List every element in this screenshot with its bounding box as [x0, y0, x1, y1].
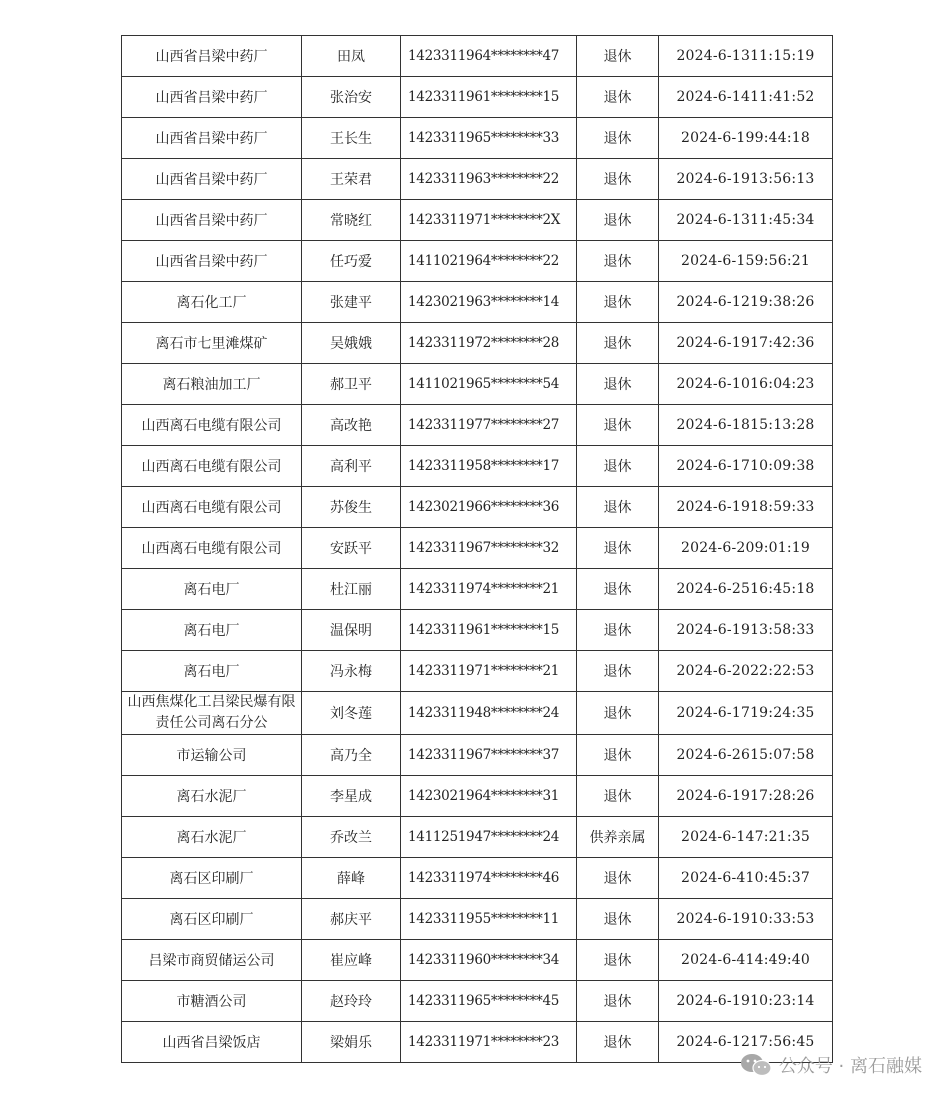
name-cell: 高改艳: [302, 405, 401, 446]
id-number-cell: 1411021965********54: [401, 364, 577, 405]
date-cell: 2024-6-1219:38:26: [659, 282, 833, 323]
unit-cell: 离石水泥厂: [122, 776, 302, 817]
name-cell: 赵玲玲: [302, 981, 401, 1022]
unit-cell: 离石电厂: [122, 569, 302, 610]
table-row: [122, 692, 833, 735]
unit-cell: 山西焦煤化工吕梁民爆有限责任公司离石分公: [122, 692, 302, 735]
unit-cell: 离石粮油加工厂: [122, 364, 302, 405]
status-cell: 退休: [577, 282, 659, 323]
name-cell: 崔应峰: [302, 940, 401, 981]
table-row: [122, 569, 833, 610]
unit-cell: 山西省吕梁中药厂: [122, 200, 302, 241]
date-cell: 2024-6-1217:56:45: [659, 1022, 833, 1063]
table-row: [122, 1022, 833, 1063]
status-cell: 退休: [577, 159, 659, 200]
name-cell: 吴娥娥: [302, 323, 401, 364]
name-cell: 田凤: [302, 36, 401, 77]
name-cell: 张建平: [302, 282, 401, 323]
id-number-cell: 1423311965********45: [401, 981, 577, 1022]
date-cell: 2024-6-1411:41:52: [659, 77, 833, 118]
name-cell: 王荣君: [302, 159, 401, 200]
date-cell: 2024-6-1710:09:38: [659, 446, 833, 487]
unit-cell: 离石区印刷厂: [122, 899, 302, 940]
unit-cell: 市糖酒公司: [122, 981, 302, 1022]
name-cell: 任巧爱: [302, 241, 401, 282]
unit-cell: 山西离石电缆有限公司: [122, 528, 302, 569]
table-row: [122, 817, 833, 858]
unit-cell: 山西离石电缆有限公司: [122, 487, 302, 528]
id-number-cell: 1423311958********17: [401, 446, 577, 487]
id-number-cell: 1423311974********21: [401, 569, 577, 610]
date-cell: 2024-6-147:21:35: [659, 817, 833, 858]
date-cell: 2024-6-1917:28:26: [659, 776, 833, 817]
name-cell: 郝庆平: [302, 899, 401, 940]
name-cell: 郝卫平: [302, 364, 401, 405]
table-row: [122, 36, 833, 77]
status-cell: 退休: [577, 118, 659, 159]
id-number-cell: 1423311971********23: [401, 1022, 577, 1063]
name-cell: 李星成: [302, 776, 401, 817]
name-cell: 薛峰: [302, 858, 401, 899]
name-cell: 乔改兰: [302, 817, 401, 858]
table-row: [122, 776, 833, 817]
unit-cell: 离石水泥厂: [122, 817, 302, 858]
unit-cell: 离石电厂: [122, 610, 302, 651]
unit-cell: 山西省吕梁中药厂: [122, 36, 302, 77]
status-cell: 退休: [577, 364, 659, 405]
date-cell: 2024-6-1311:45:34: [659, 200, 833, 241]
table-row: [122, 651, 833, 692]
table-row: [122, 487, 833, 528]
date-cell: 2024-6-2022:22:53: [659, 651, 833, 692]
id-number-cell: 1423021966********36: [401, 487, 577, 528]
table-row: [122, 241, 833, 282]
date-cell: 2024-6-209:01:19: [659, 528, 833, 569]
id-number-cell: 1423311971********21: [401, 651, 577, 692]
roster-table-body: [122, 36, 833, 1063]
table-row: [122, 858, 833, 899]
table-row: [122, 323, 833, 364]
id-number-cell: 1423311967********32: [401, 528, 577, 569]
unit-cell: 吕梁市商贸储运公司: [122, 940, 302, 981]
id-number-cell: 1423311971********2X: [401, 200, 577, 241]
date-cell: 2024-6-1918:59:33: [659, 487, 833, 528]
date-cell: 2024-6-1913:56:13: [659, 159, 833, 200]
status-cell: 退休: [577, 940, 659, 981]
watermark: [739, 1052, 922, 1078]
unit-cell: 山西省吕梁中药厂: [122, 77, 302, 118]
id-number-cell: 1423311961********15: [401, 610, 577, 651]
id-number-cell: 1423311960********34: [401, 940, 577, 981]
id-number-cell: 1423311955********11: [401, 899, 577, 940]
date-cell: 2024-6-159:56:21: [659, 241, 833, 282]
status-cell: 退休: [577, 36, 659, 77]
name-cell: 梁娟乐: [302, 1022, 401, 1063]
name-cell: 王长生: [302, 118, 401, 159]
date-cell: 2024-6-1719:24:35: [659, 692, 833, 735]
unit-cell: 山西省吕梁饭店: [122, 1022, 302, 1063]
wechat-logo-icon: [739, 1052, 773, 1078]
table-row: [122, 405, 833, 446]
id-number-cell: 1423021963********14: [401, 282, 577, 323]
date-cell: 2024-6-1311:15:19: [659, 36, 833, 77]
date-cell: 2024-6-410:45:37: [659, 858, 833, 899]
table-row: [122, 77, 833, 118]
unit-cell: 离石电厂: [122, 651, 302, 692]
name-cell: 常晓红: [302, 200, 401, 241]
status-cell: 退休: [577, 323, 659, 364]
status-cell: 退休: [577, 735, 659, 776]
id-number-cell: 1423311948********24: [401, 692, 577, 735]
table-row: [122, 528, 833, 569]
name-cell: 苏俊生: [302, 487, 401, 528]
status-cell: 退休: [577, 77, 659, 118]
status-cell: 退休: [577, 1022, 659, 1063]
unit-cell: 山西离石电缆有限公司: [122, 446, 302, 487]
table-row: [122, 899, 833, 940]
date-cell: 2024-6-199:44:18: [659, 118, 833, 159]
date-cell: 2024-6-1815:13:28: [659, 405, 833, 446]
status-cell: 退休: [577, 981, 659, 1022]
date-cell: 2024-6-1016:04:23: [659, 364, 833, 405]
status-cell: 退休: [577, 610, 659, 651]
unit-cell: 离石化工厂: [122, 282, 302, 323]
name-cell: 安跃平: [302, 528, 401, 569]
status-cell: 退休: [577, 899, 659, 940]
status-cell: 退休: [577, 405, 659, 446]
pension-roster-table: [121, 35, 833, 1063]
status-cell: 退休: [577, 446, 659, 487]
id-number-cell: 1423311977********27: [401, 405, 577, 446]
table-row: [122, 446, 833, 487]
table-row: [122, 940, 833, 981]
status-cell: 退休: [577, 651, 659, 692]
unit-cell: 山西省吕梁中药厂: [122, 241, 302, 282]
watermark-text: 公众号 · 离石融媒: [778, 1056, 922, 1077]
unit-cell: 山西省吕梁中药厂: [122, 118, 302, 159]
unit-cell: 离石区印刷厂: [122, 858, 302, 899]
table-row: [122, 610, 833, 651]
name-cell: 杜江丽: [302, 569, 401, 610]
id-number-cell: 1411021964********22: [401, 241, 577, 282]
id-number-cell: 1423311974********46: [401, 858, 577, 899]
date-cell: 2024-6-1910:23:14: [659, 981, 833, 1022]
table-row: [122, 118, 833, 159]
date-cell: 2024-6-2615:07:58: [659, 735, 833, 776]
status-cell: 退休: [577, 776, 659, 817]
name-cell: 张治安: [302, 77, 401, 118]
name-cell: 冯永梅: [302, 651, 401, 692]
date-cell: 2024-6-414:49:40: [659, 940, 833, 981]
table-row: [122, 981, 833, 1022]
date-cell: 2024-6-2516:45:18: [659, 569, 833, 610]
status-cell: 供养亲属: [577, 817, 659, 858]
name-cell: 高利平: [302, 446, 401, 487]
unit-cell: 山西离石电缆有限公司: [122, 405, 302, 446]
table-row: [122, 200, 833, 241]
table-row: [122, 735, 833, 776]
status-cell: 退休: [577, 200, 659, 241]
id-number-cell: 1423311963********22: [401, 159, 577, 200]
status-cell: 退休: [577, 692, 659, 735]
status-cell: 退休: [577, 241, 659, 282]
name-cell: 刘冬莲: [302, 692, 401, 735]
id-number-cell: 1423311967********37: [401, 735, 577, 776]
unit-cell: 市运输公司: [122, 735, 302, 776]
id-number-cell: 1423311964********47: [401, 36, 577, 77]
name-cell: 温保明: [302, 610, 401, 651]
id-number-cell: 1423311965********33: [401, 118, 577, 159]
date-cell: 2024-6-1917:42:36: [659, 323, 833, 364]
status-cell: 退休: [577, 858, 659, 899]
status-cell: 退休: [577, 569, 659, 610]
unit-cell: 离石市七里滩煤矿: [122, 323, 302, 364]
table-row: [122, 364, 833, 405]
id-number-cell: 1423311972********28: [401, 323, 577, 364]
id-number-cell: 1411251947********24: [401, 817, 577, 858]
name-cell: 高乃全: [302, 735, 401, 776]
date-cell: 2024-6-1910:33:53: [659, 899, 833, 940]
unit-cell: 山西省吕梁中药厂: [122, 159, 302, 200]
table-row: [122, 282, 833, 323]
date-cell: 2024-6-1913:58:33: [659, 610, 833, 651]
id-number-cell: 1423311961********15: [401, 77, 577, 118]
table-row: [122, 159, 833, 200]
id-number-cell: 1423021964********31: [401, 776, 577, 817]
status-cell: 退休: [577, 487, 659, 528]
status-cell: 退休: [577, 528, 659, 569]
